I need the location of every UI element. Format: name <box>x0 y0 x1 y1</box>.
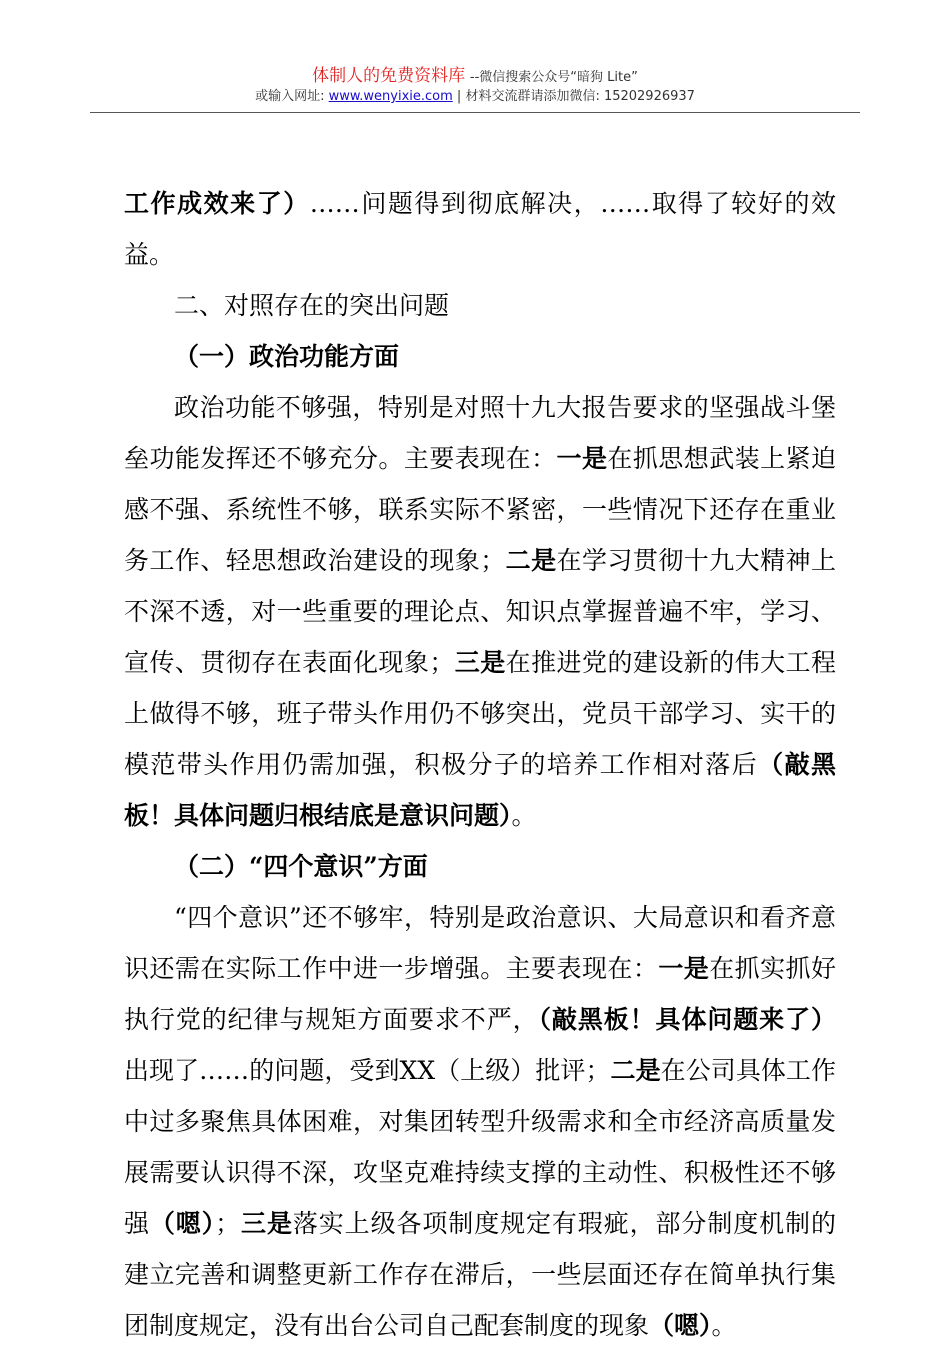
body-paragraph <box>124 892 836 1351</box>
site-title[interactable]: 体制人的免费资料库 <box>312 66 466 86</box>
emphasis-text: 一是 <box>658 954 710 983</box>
contact-info: | 材料交流群请添加微信: 15202926937 <box>452 89 695 104</box>
body-text: 二、对照存在的突出问题 <box>174 291 450 320</box>
emphasis-text: 三是 <box>454 648 506 677</box>
body-text: 在抓实抓好执行党的纪律与规矩方面要求不严， <box>124 954 836 1034</box>
url-prefix: 或输入网址: <box>255 89 329 104</box>
body-text: 政治功能不够强，特别是对照十九大报告要求的坚强战斗堡垒功能发挥还不够充分。主要表现在： <box>124 393 836 473</box>
header-divider <box>90 112 860 113</box>
emphasis-text: （嗯） <box>149 1209 216 1238</box>
emphasis-text: （二）“四个意识”方面 <box>174 852 428 881</box>
emphasis-text: （嗯） <box>649 1311 712 1340</box>
body-text: 。 <box>711 1311 737 1340</box>
body-text: 出现了……的问题，受到XX（上级）批评； <box>124 1056 611 1085</box>
emphasis-text: （一）政治功能方面 <box>174 342 400 371</box>
emphasis-text: 二是 <box>610 1056 661 1085</box>
site-url-link[interactable]: www.wenyixie.com <box>328 89 453 104</box>
body-text: 在抓思想武装上紧迫感不强、系统性不够，联系实际不紧密，一些情况下还存在重业务工作、轻思想政治建设的现象； <box>124 444 836 575</box>
site-subtitle: --微信搜索公众号“暗狗 Lite” <box>469 70 638 85</box>
body-text: 在学习贯彻十九大精神上不深不透，对一些重要的理论点、知识点掌握普遍不牢，学习、宣传、贯彻存在表面化现象； <box>124 546 836 677</box>
body-text: “四个意识”还不够牢，特别是政治意识、大局意识和看齐意识还需在实际工作中进一步增强。主要表现在： <box>124 903 836 983</box>
body-text: 落实上级各项制度规定有瑕疵，部分制度机制的建立完善和调整更新工作存在滞后，一些层面还存在简单执行集团制度规定，没有出台公司自己配套制度的现象 <box>124 1209 836 1340</box>
body-paragraph <box>124 178 836 280</box>
body-text: 在推进党的建设新的伟大工程上做得不够，班子带头作用仍不够突出，党员干部学习、实干的模范带头作用仍需加强，积极分子的培养工作相对落后 <box>124 648 836 779</box>
document-body <box>124 178 836 1351</box>
emphasis-text: 三是 <box>240 1209 293 1238</box>
emphasis-text: （敲黑板！具体问题归根结底是意识问题） <box>124 750 836 830</box>
section-heading <box>124 331 836 382</box>
emphasis-text: 二是 <box>505 546 557 575</box>
body-text: ……问题得到彻底解决，……取得了较好的效益。 <box>124 189 836 269</box>
body-text: 在公司具体工作中过多聚焦具体困难，对集团转型升级需求和全市经济高质量发展需要认识得不深，攻坚克难持续支撑的主动性、积极性还不够强 <box>124 1056 836 1238</box>
body-text: 。 <box>511 801 537 830</box>
emphasis-text: （敲黑板！具体问题来了） <box>538 1005 836 1034</box>
emphasis-text: 工作成效来了） <box>124 189 310 218</box>
body-paragraph <box>124 382 836 841</box>
body-text: ； <box>215 1209 241 1238</box>
section-heading <box>124 841 836 892</box>
header-title-line <box>0 66 950 88</box>
emphasis-text: 一是 <box>556 444 608 473</box>
section-heading <box>124 280 836 331</box>
header-contact-line <box>0 88 950 106</box>
